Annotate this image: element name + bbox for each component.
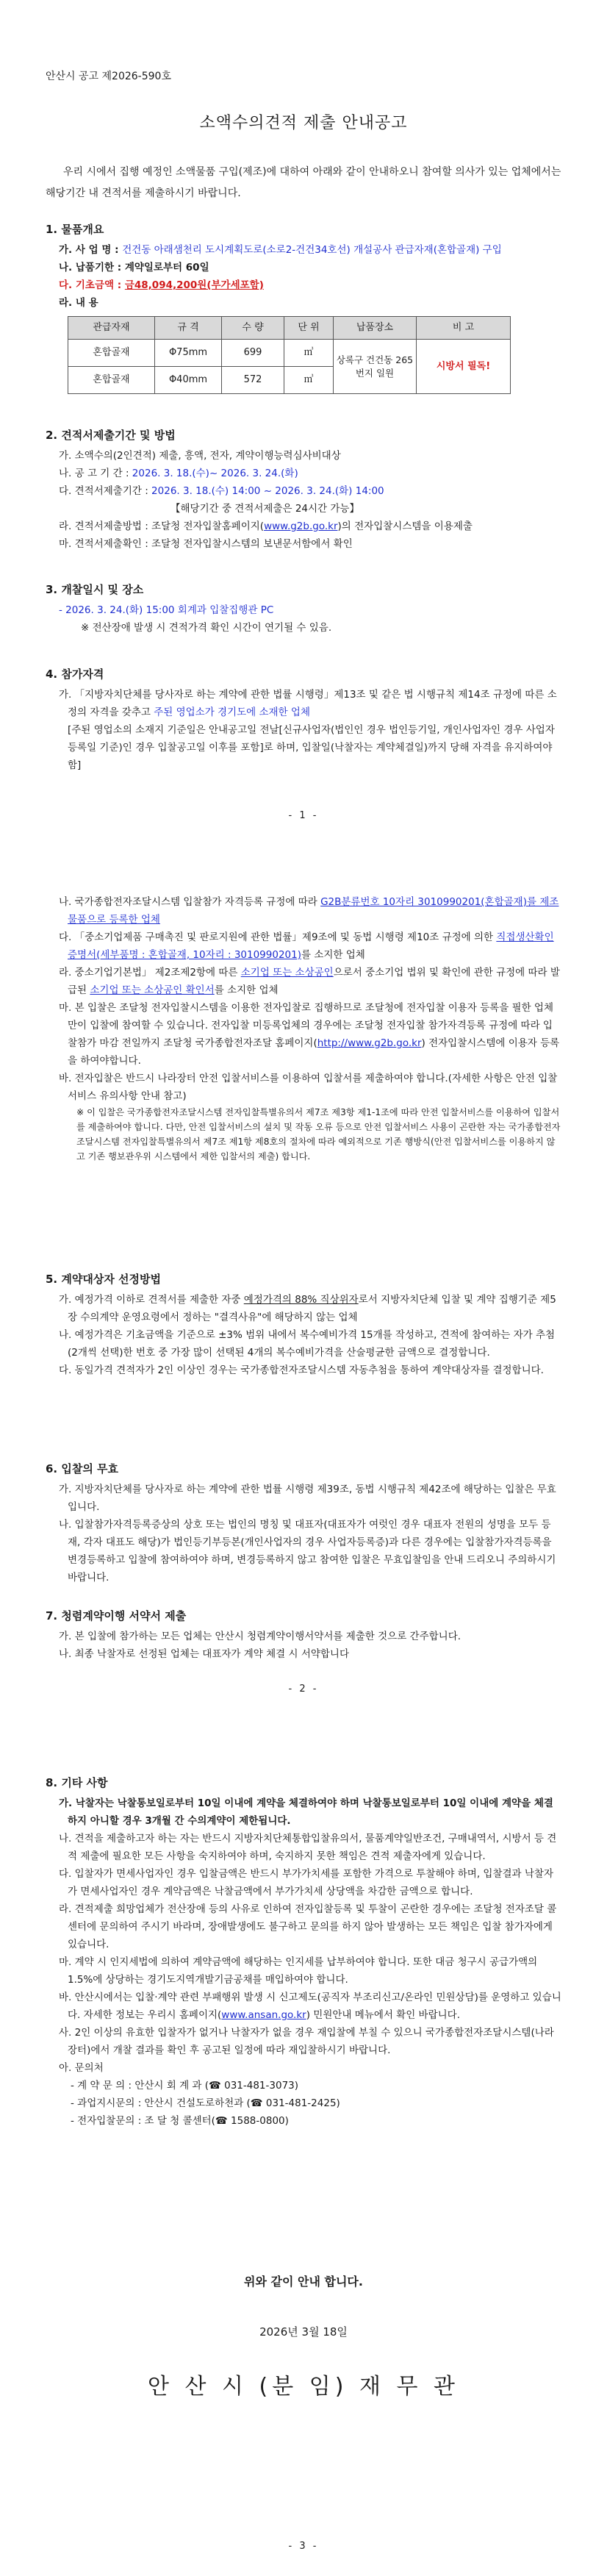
section-heading: 8. 기타 사항 [46, 1776, 108, 1789]
other-b: 나. 견적을 제출하고자 하는 자는 반드시 지방자치단체통합입찰유의서, 물품계약일반조건, 구매내역서, 시방서 등 견적 제출에 필요한 모든 사항을 숙지하여야 하며, 숙지하지 못한 책임은 견적 제출자에게 있습니다. [59, 1833, 557, 1862]
table-header: 규 격 [155, 317, 222, 340]
eligibility-c: 다. 「중소기업제품 구매촉진 및 판로지원에 관한 법률」제9조에 및 동법 시행령 제10조 규정에 의한 직접생산확인증명서(세부품명 : 혼합골재, 10자리 : 3010990201)를 소지한 업체 [59, 931, 554, 961]
section-other [46, 1774, 561, 2130]
item-base-amount: 다. 기초금액 : 금48,094,200원(부가세포함) [59, 279, 264, 291]
table-cell-note: 시방서 필독! [417, 340, 511, 394]
section-opening [46, 581, 561, 637]
integrity-b: 나. 최종 낙찰자로 선정된 업체는 대표자가 계약 체결 시 서약합니다 [59, 1648, 350, 1660]
table-row [68, 340, 511, 367]
section-heading: 6. 입찰의 무효 [46, 1462, 119, 1475]
section-submission [46, 426, 561, 553]
section-selection [46, 1270, 561, 1379]
g2b-link[interactable]: http://www.g2b.go.kr [317, 1037, 422, 1049]
section-heading: 3. 개찰일시 및 장소 [46, 583, 144, 596]
invalid-a: 가. 지방자치단체를 당사자로 하는 계약에 관한 법률 시행령 제39조, 동법 시행규칙 제42조에 해당하는 입찰은 무효입니다. [59, 1484, 556, 1513]
item-delivery-deadline: 나. 납품기한 : 계약일로부터 60일 [59, 262, 209, 273]
integrity-a: 가. 본 입찰에 참가하는 모든 업체는 안산시 청렴계약이행서약서를 제출한 것으로 간주합니다. [59, 1631, 461, 1642]
other-d: 라. 견적제출 희망업체가 전산장애 등의 사유로 인하여 전자입찰등록 및 투찰이 곤란한 경우에는 조달청 전자조달 콜센터에 문의하여 주시기 바라며, 장애발생에도 불구하고 문의를 하지 않아 발생하는 모든 책임은 입찰 참가자에게 있습니다. [59, 1903, 557, 1950]
opening-note: ※ 전산장애 발생 시 견적가격 확인 시간이 연기될 수 있음. [81, 622, 332, 634]
page-1 [0, 0, 607, 859]
contact-item: - 계 약 문 의 : 안산시 회 계 과 (☎ 031-481-3073) [71, 2080, 299, 2092]
table-cell: 혼합골재 [68, 340, 155, 367]
ansan-link[interactable]: www.ansan.go.kr [221, 2009, 306, 2021]
eligibility-b: 나. 국가종합전자조달시스템 입찰참가 자격등록 규정에 따라 G2B분류번호 10자리 3010990201(혼합골재)를 제조물품으로 등록한 업체 [59, 896, 559, 926]
eligibility-a-note: [주된 영업소의 소재지 기준일은 안내공고일 전날[신규사업자(법인인 경우 법인등기일, 개인사업자인 경우 사업자등록일 기준)인 경우 입찰공고일 이후를 포함]로 하며, 입찰일(낙찰자는 계약체결일)까지 당해 자격을 유지하여야 함] [68, 724, 555, 771]
signer-name: 안 산 시 (분 임) 재 무 관 [147, 2374, 459, 2400]
section-eligibility [46, 665, 561, 774]
table-cell: Φ40mm [155, 367, 222, 394]
eligibility-d: 라. 중소기업기본법」 제2조제2항에 따른 소기업 또는 소상공인으로서 중소기업 법위 및 확인에 관한 규정에 따라 발급된 소기업 또는 소상공인 확인서를 소지한 업체 [59, 967, 560, 996]
notice-period: 나. 공 고 기 간 : 2026. 3. 18.(수)~ 2026. 3. 24.(화) [59, 468, 298, 479]
table-cell: ㎥ [284, 340, 334, 367]
submission-confirm: 마. 견적서제출확인 : 조달청 전자입찰시스템의 보낸문서함에서 확인 [59, 538, 353, 550]
section-heading: 1. 물품개요 [46, 223, 104, 236]
opening-datetime: - 2026. 3. 24.(화) 15:00 회계과 입찰집행관 PC [59, 604, 274, 616]
other-a: 가. 낙찰자는 낙찰통보일로부터 10일 이내에 계약을 체결하여야 하며 낙찰통보일로부터 10일 이내에 계약을 체결하지 아니할 경우 3개월 간 수의계약이 제한됩니다. [59, 1797, 553, 1827]
material-table [68, 316, 511, 394]
page-2 [0, 859, 607, 1717]
eligibility-a: 가. 「지방자치단체를 당사자로 하는 계약에 관한 법률 시행령」제13조 및 같은 법 시행규칙 제14조 규정에 따른 소정의 자격을 갖추고 주된 영업소가 경기도에 소재한 업체 [59, 689, 557, 718]
table-header-row [68, 317, 511, 340]
eligibility-e: 마. 본 입찰은 조달청 전자입찰시스템을 이용한 전자입찰로 집행하므로 조달청에 전자입찰 이용자 등록을 필한 업체만이 입찰에 참여할 수 있습니다. 전자입찰 미등록업체의 경우에는 조달청 전자입찰 참가자격등록 규정에 따라 입찰참가 마감 전일까지 조달청 국가종합전자조달 홈페이지(http://www.g2b.go.kr) 전자입찰시스템에 이용자 등록을 하여야합니다. [59, 1002, 560, 1067]
submission-period: 다. 견적서제출기간 : 2026. 3. 18.(수) 14:00 ~ 2026. 3. 24.(화) 14:00 [59, 485, 384, 497]
submission-method: 라. 견적서제출방법 : 조달청 전자입찰홈페이지(www.g2b.go.kr)의 전자입찰시스템을 이용제출 [59, 520, 473, 532]
submission-type: 가. 소액수의(2인견적) 제출, 흥액, 전자, 계약이행능력심사비대상 [59, 450, 341, 462]
section-heading: 5. 계약대상자 선정방법 [46, 1273, 161, 1286]
page-number: - 3 - [288, 2541, 319, 2552]
section-invalid [46, 1460, 561, 1586]
table-header: 수 량 [222, 317, 284, 340]
table-cell: 699 [222, 340, 284, 367]
closing-text: 위와 같이 안내 합니다. [244, 2275, 363, 2289]
table-header: 비 고 [417, 317, 511, 340]
invalid-b: 나. 입찰참가자격등록증상의 상호 또는 법인의 명칭 및 대표자(대표자가 여럿인 경우 대표자 전원의 성명을 모두 등재, 각자 대표도 해당)가 법인등기부등본(개인사업자의 경우 사업자등록증)과 다른 경우에는 입찰참가자격등록을 변경등록하고 입찰에 참여하여야 하며, 변경등록하지 않고 참여한 입찰은 무효입찰임을 안내 드리오니 주의하시기 바랍니다. [59, 1519, 556, 1584]
other-g: 사. 2인 이상의 유효한 입찰자가 없거나 낙찰자가 없을 경우 재입찰에 부칠 수 있으니 국가종합전자조달시스템(나라장터)에서 개찰 결과를 확인 후 공고된 일정에 따라 재입찰하시기 바랍니다. [59, 2027, 554, 2056]
intro-paragraph: 우리 시에서 집행 예정인 소액물품 구입(제조)에 대하여 아래와 같이 안내하오니 참여할 의사가 있는 업체에서는 해당기간 내 견적서를 제출하시기 바랍니다. [46, 166, 561, 199]
selection-a: 가. 예정가격 이하로 견적서를 제출한 자중 예정가격의 88% 직상위자로서 지방자치단체 입찰 및 계약 집행기준 제5장 수의계약 운영요령에서 정하는 "결격사유"에 해당하지 않는 업체 [59, 1294, 556, 1323]
table-header: 납품장소 [334, 317, 417, 340]
selection-b: 나. 예정가격은 기초금액을 기준으로 ±3% 범위 내에서 복수예비가격 15개를 작성하고, 견적에 참여하는 자가 추첨(2개씩 선택)한 번호 중 가장 많이 선택된 4개의 복수예비가격을 산술평균한 금액으로 결정합니다. [59, 1329, 556, 1359]
submission-period-note: 【해당기간 중 견적서제출은 24시간 가능】 [170, 503, 359, 515]
contact-item: - 전자입찰문의 : 조 달 청 콜센터(☎ 1588-0800) [71, 2115, 289, 2127]
page-title: 소액수의견적 제출 안내공고 [199, 114, 408, 132]
table-header: 단 위 [284, 317, 334, 340]
table-header: 관급자재 [68, 317, 155, 340]
item-project-name: 가. 사 업 명 : 건건동 아래샘천리 도시계획도로(소로2-건건34호선) 개설공사 관급자재(혼합골재) 구입 [59, 244, 502, 256]
notice-date: 2026년 3월 18일 [259, 2325, 348, 2339]
page-number: - 1 - [288, 810, 319, 821]
table-cell-place: 상록구 건건동 265번지 일원 [334, 340, 417, 394]
table-cell: 혼합골재 [68, 367, 155, 394]
item-content-label: 라. 내 용 [59, 297, 98, 309]
eligibility-f: 바. 전자입찰은 반드시 나라장터 안전 입찰서비스를 이용하여 입찰서를 제출하여야 합니다.(자세한 사항은 안전 입찰서비스 유의사항 안내 참고) [59, 1073, 558, 1102]
eligibility-f-note: ※ 이 입찰은 국가종합전자조달시스템 전자입찰특별유의서 제7조 제3항 제1-1조에 따라 안전 입찰서비스를 이용하여 입찰서를 제출하여야 합니다. 다만, 안전 입찰서비스의 설치 및 작동 오류 등으로 안전 입찰서비스 사용이 곤란한 자는 국가종합전자조달시스템 전자입찰특별유의서 제7조 제1항 제8호의 절차에 따라 예외적으로 기존 행방식(안전 입찰서비스를 이용하지 않고 기존 행보관우위 시스템에서 제한 입찰서의 제출) 합니다. [76, 1107, 561, 1162]
table-cell: Φ75mm [155, 340, 222, 367]
section-item-overview [46, 221, 561, 394]
section-heading: 2. 견적서제출기간 및 방법 [46, 429, 176, 442]
table-cell: 572 [222, 367, 284, 394]
section-integrity [46, 1607, 561, 1663]
table-cell: ㎥ [284, 367, 334, 394]
page-number: - 2 - [288, 1684, 319, 1695]
g2b-link[interactable]: www.g2b.go.kr [264, 520, 338, 532]
other-e: 마. 계약 시 인지세법에 의하여 계약금액에 해당하는 인지세를 납부하여야 합니다. 또한 대금 청구시 공급가액의 1.5%에 상당하는 경기도지역개발기금공채를 매입하여야 합니다. [59, 1956, 538, 1986]
page-3 [0, 1717, 607, 2576]
contact-heading: 아. 문의처 [59, 2062, 104, 2074]
section-heading: 4. 참가자격 [46, 668, 104, 681]
other-c: 다. 입찰자가 면세사업자인 경우 입찰금액은 반드시 부가가치세를 포함한 가격으로 투찰해야 하며, 입찰결과 낙찰자가 면세사업자인 경우 계약금액은 낙찰금액에서 부가가치세 상당액을 차감한 금액으로 합니다. [59, 1868, 554, 1897]
selection-c: 다. 동일가격 견적자가 2인 이상인 경우는 국가종합전자조달시스템 자동추첨을 통하여 계약대상자를 결정합니다. [59, 1364, 544, 1376]
other-f: 바. 안산시에서는 입찰·계약 관련 부패행위 발생 시 신고제도(공직자 부조리신고/온라인 민원상담)를 운영하고 있습니다. 자세한 정보는 우리시 홈페이지(www.ansan.go.kr) 민원안내 메뉴에서 확인 바랍니다. [59, 1992, 561, 2021]
section-eligibility-cont [46, 893, 561, 1164]
notice-number: 안산시 공고 제2026-590호 [46, 71, 171, 82]
section-heading: 7. 청렴계약이행 서약서 제출 [46, 1609, 187, 1622]
contact-item: - 과업지시문의 : 안산시 건설도로하천과 (☎ 031-481-2425) [71, 2097, 340, 2109]
